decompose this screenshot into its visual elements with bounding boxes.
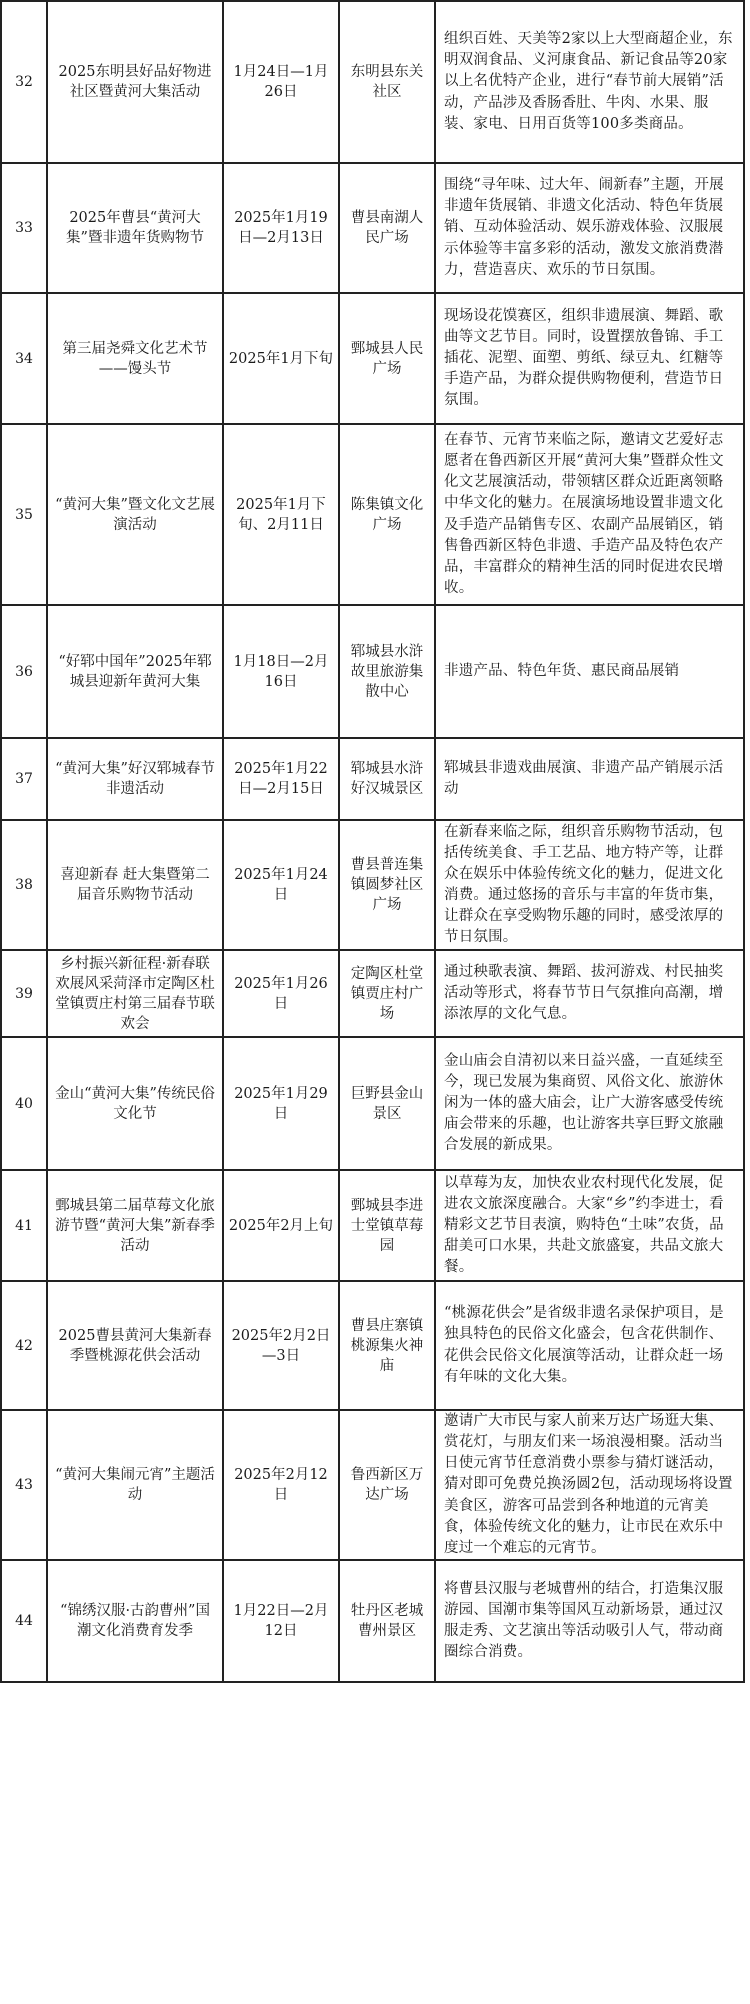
event-date: 2025年2月12日 [234,1467,328,1504]
row-number-cell [1,1560,47,1682]
event-name: “好郓中国年”2025年郓城县迎新年黄河大集 [58,653,212,690]
event-date: 2025年2月上旬 [228,1217,334,1234]
event-description: 组织百姓、天美等2家以上大型商超企业，东明双润食品、义河康食品、新记食品等20家以上名优特产企业，进行“春节前大展销”活动，产品涉及香肠香肚、牛肉、水果、服装、家电、日用百货等100多类商品。 [444,31,733,132]
event-name: 喜迎新春 赶大集暨第二届音乐购物节活动 [60,867,210,903]
row-number-cell [1,1170,47,1281]
event-name: 第三届尧舜文化艺术节——馒头节 [62,340,208,377]
table-row [1,820,744,950]
event-date-cell [223,605,339,738]
event-description-cell [435,424,744,605]
row-number-cell [1,1281,47,1410]
event-description-cell [435,1,744,163]
row-number: 34 [15,350,33,367]
table-row [1,1037,744,1170]
event-description: 在春节、元宵节来临之际，邀请文艺爱好志愿者在鲁西新区开展“黄河大集”暨群众性文化文艺展演活动，带领辖区群众近距离领略中华文化的魅力。在展演场地设置非遗文化及手造产品销售专区、农副产品展销区，销售鲁西新区特色非遗、手造产品及特色农产品，丰富群众的精神生活的同时促进农民增收。 [444,431,724,596]
event-description-cell [435,950,744,1037]
event-name-cell [47,738,223,820]
table-row [1,950,744,1037]
event-name-cell [47,1037,223,1170]
event-location: 鄄城县人民广场 [350,340,424,377]
event-location: 东明县东关社区 [350,64,424,100]
event-location: 曹县普连集镇圆梦社区广场 [350,857,424,913]
event-date: 1月22日—2月12日 [233,1603,329,1640]
row-number: 43 [15,1477,33,1494]
row-number-cell [1,950,47,1037]
event-location: 陈集镇文化广场 [350,496,424,533]
table-row [1,738,744,820]
event-date-cell [223,820,339,950]
event-description: 邀请广大市民与家人前来万达广场逛大集、赏花灯，与朋友们来一场浪漫相聚。活动当日使元宵节任意消费小票参与猜灯谜活动，猜对即可免费兑换汤圆2包，活动现场将设置美食区，游客可品尝到各种地道的元宵美食，体验传统文化的魅力，让市民在欢乐中度过一个难忘的元宵节。 [444,1413,733,1556]
event-date-cell [223,738,339,820]
event-description: 通过秧歌表演、舞蹈、拔河游戏、村民抽奖活动等形式，将春节节日气氛推向高潮，增添浓厚的文化气息。 [444,963,724,1023]
table-row [1,1281,744,1410]
event-date: 2025年1月下旬 [228,350,334,367]
event-description: 郓城县非遗戏曲展演、非遗产品产销展示活动 [444,759,724,797]
event-description: 在新春来临之际，组织音乐购物节活动，包括传统美食、手工艺品、地方特产等，让群众在娱乐中体验传统文化的魅力，促进文化消费。通过悠扬的音乐与丰富的年货市集，让群众在享受购物乐趣的同时，感受浓厚的节日氛围。 [444,823,724,946]
event-location-cell [339,424,435,605]
event-date-cell [223,1037,339,1170]
row-number: 42 [15,1337,33,1354]
event-date: 1月24日—1月26日 [233,64,329,100]
row-number: 38 [15,877,33,893]
event-description: 金山庙会自清初以来日益兴盛，一直延续至今，现已发展为集商贸、风俗文化、旅游休闲为一体的盛大庙会，让广大游客感受传统庙会带来的乐趣，也让游客共享巨野文旅融合发展的新成果。 [444,1052,724,1154]
row-number: 32 [15,74,33,90]
event-location-cell [339,605,435,738]
event-description-cell [435,738,744,820]
event-description-cell [435,1170,744,1281]
event-date-cell [223,1281,339,1410]
row-number: 41 [15,1217,33,1234]
event-name: 乡村振兴新征程·新春联欢展风采菏泽市定陶区杜堂镇贾庄村第三届春节联欢会 [55,955,215,1032]
table-row [1,163,744,293]
event-name-cell [47,950,223,1037]
table-row [1,1170,744,1281]
event-location-cell [339,1560,435,1682]
event-description: 以草莓为友，加快农业农村现代化发展，促进农文旅深度融合。大家“乡”约李进士，看精彩文艺节目表演，购特色“土味”农货，品甜美可口水果，共赴文旅盛宴，共品文旅大餐。 [444,1174,724,1276]
event-location-cell [339,1,435,163]
event-date-cell [223,293,339,424]
event-description: 非遗产品、特色年货、惠民商品展销 [444,662,680,679]
row-number: 35 [15,506,33,523]
event-location-cell [339,293,435,424]
table-row [1,1410,744,1560]
event-description-cell [435,820,744,950]
event-location-cell [339,820,435,950]
event-description: 将曹县汉服与老城曹州的结合，打造集汉服游园、国潮市集等国风互动新场景，通过汉服走秀、文艺演出等活动吸引人气，带动商圈综合消费。 [444,1580,724,1661]
event-name: 2025东明县好品好物进社区暨黄河大集活动 [58,64,212,100]
row-number-cell [1,424,47,605]
row-number: 36 [15,663,33,680]
row-number: 44 [15,1613,33,1630]
event-date: 2025年2月2日—3日 [231,1327,331,1364]
event-date: 2025年1月26日 [234,975,328,1012]
row-number-cell [1,820,47,950]
event-date: 2025年1月22日—2月15日 [234,761,328,797]
event-location-cell [339,1170,435,1281]
event-name: “锦绣汉服·古韵曹州”国潮文化消费育发季 [60,1603,210,1640]
row-number-cell [1,1410,47,1560]
event-date-cell [223,1410,339,1560]
table-row [1,605,744,738]
event-location-cell [339,1281,435,1410]
table-row [1,424,744,605]
event-date: 2025年1月24日 [234,867,328,903]
event-description-cell [435,1281,744,1410]
table-row [1,293,744,424]
event-date: 2025年1月29日 [234,1085,328,1122]
event-location: 鲁西新区万达广场 [350,1467,424,1504]
event-name-cell [47,163,223,293]
event-name: “黄河大集”暨文化文艺展演活动 [55,496,215,533]
event-description-cell [435,293,744,424]
event-name: 鄄城县第二届草莓文化旅游节暨“黄河大集”新春季活动 [55,1197,215,1254]
event-description-cell [435,163,744,293]
event-location: 巨野县金山景区 [350,1085,424,1122]
row-number: 39 [15,985,33,1002]
event-location-cell [339,1410,435,1560]
row-number-cell [1,1037,47,1170]
event-name-cell [47,1410,223,1560]
event-name: 2025年曹县“黄河大集”暨非遗年货购物节 [66,210,204,246]
event-name: “黄河大集”好汉郓城春节非遗活动 [55,761,215,797]
row-number: 37 [15,771,33,787]
event-location-cell [339,950,435,1037]
event-location-cell [339,163,435,293]
event-location: 牡丹区老城曹州景区 [350,1603,424,1640]
event-name-cell [47,424,223,605]
event-location-cell [339,1037,435,1170]
event-description-cell [435,605,744,738]
event-location: 定陶区杜堂镇贾庄村广场 [350,965,424,1022]
event-name-cell [47,1,223,163]
event-name-cell [47,1560,223,1682]
event-date-cell [223,163,339,293]
event-description-cell [435,1037,744,1170]
event-date-cell [223,424,339,605]
event-date-cell [223,1560,339,1682]
event-description: “桃源花供会”是省级非遗名录保护项目，是独具特色的民俗文化盛会，包含花供制作、花供会民俗文化展演等活动，让群众赶一场有年味的文化大集。 [444,1305,724,1385]
event-date-cell [223,1170,339,1281]
row-number-cell [1,163,47,293]
event-date: 2025年1月下旬、2月11日 [236,496,326,533]
event-location: 鄄城县李进士堂镇草莓园 [350,1197,424,1254]
table-row [1,1560,744,1682]
event-name: 2025曹县黄河大集新春季暨桃源花供会活动 [58,1327,212,1364]
event-location: 郓城县水浒故里旅游集散中心 [350,643,424,700]
event-name-cell [47,605,223,738]
event-name-cell [47,820,223,950]
row-number: 33 [15,220,33,236]
event-name-cell [47,1170,223,1281]
event-description-cell [435,1560,744,1682]
events-table-body [1,1,744,1682]
row-number-cell [1,1,47,163]
event-location-cell [339,738,435,820]
event-date: 1月18日—2月16日 [233,653,329,690]
table-row [1,1,744,163]
event-name-cell [47,293,223,424]
row-number: 40 [15,1095,33,1112]
row-number-cell [1,293,47,424]
event-description: 现场设花馍赛区，组织非遗展演、舞蹈、歌曲等文艺节目。同时，设置摆放鲁锦、手工插花、泥塑、面塑、剪纸、绿豆丸、红糖等手造产品，为群众提供购物便利，营造节日氛围。 [444,307,724,409]
event-name-cell [47,1281,223,1410]
event-location: 郓城县水浒好汉城景区 [350,761,424,797]
event-description-cell [435,1410,744,1560]
event-location: 曹县南湖人民广场 [350,210,424,246]
event-date-cell [223,1,339,163]
event-name: 金山“黄河大集”传统民俗文化节 [55,1085,215,1122]
row-number-cell [1,605,47,738]
event-name: “黄河大集闹元宵”主题活动 [55,1467,215,1504]
event-description: 围绕“寻年味、过大年、闹新春”主题，开展非遗年货展销、非遗文化活动、特色年货展销、互动体验活动、娱乐游戏体验、汉服展示体验等丰富多彩的活动，激发文旅消费潜力，营造喜庆、欢乐的节日氛围。 [444,177,724,278]
event-location: 曹县庄寨镇桃源集火神庙 [350,1317,424,1374]
event-date: 2025年1月19日—2月13日 [234,210,328,246]
event-date-cell [223,950,339,1037]
row-number-cell [1,738,47,820]
